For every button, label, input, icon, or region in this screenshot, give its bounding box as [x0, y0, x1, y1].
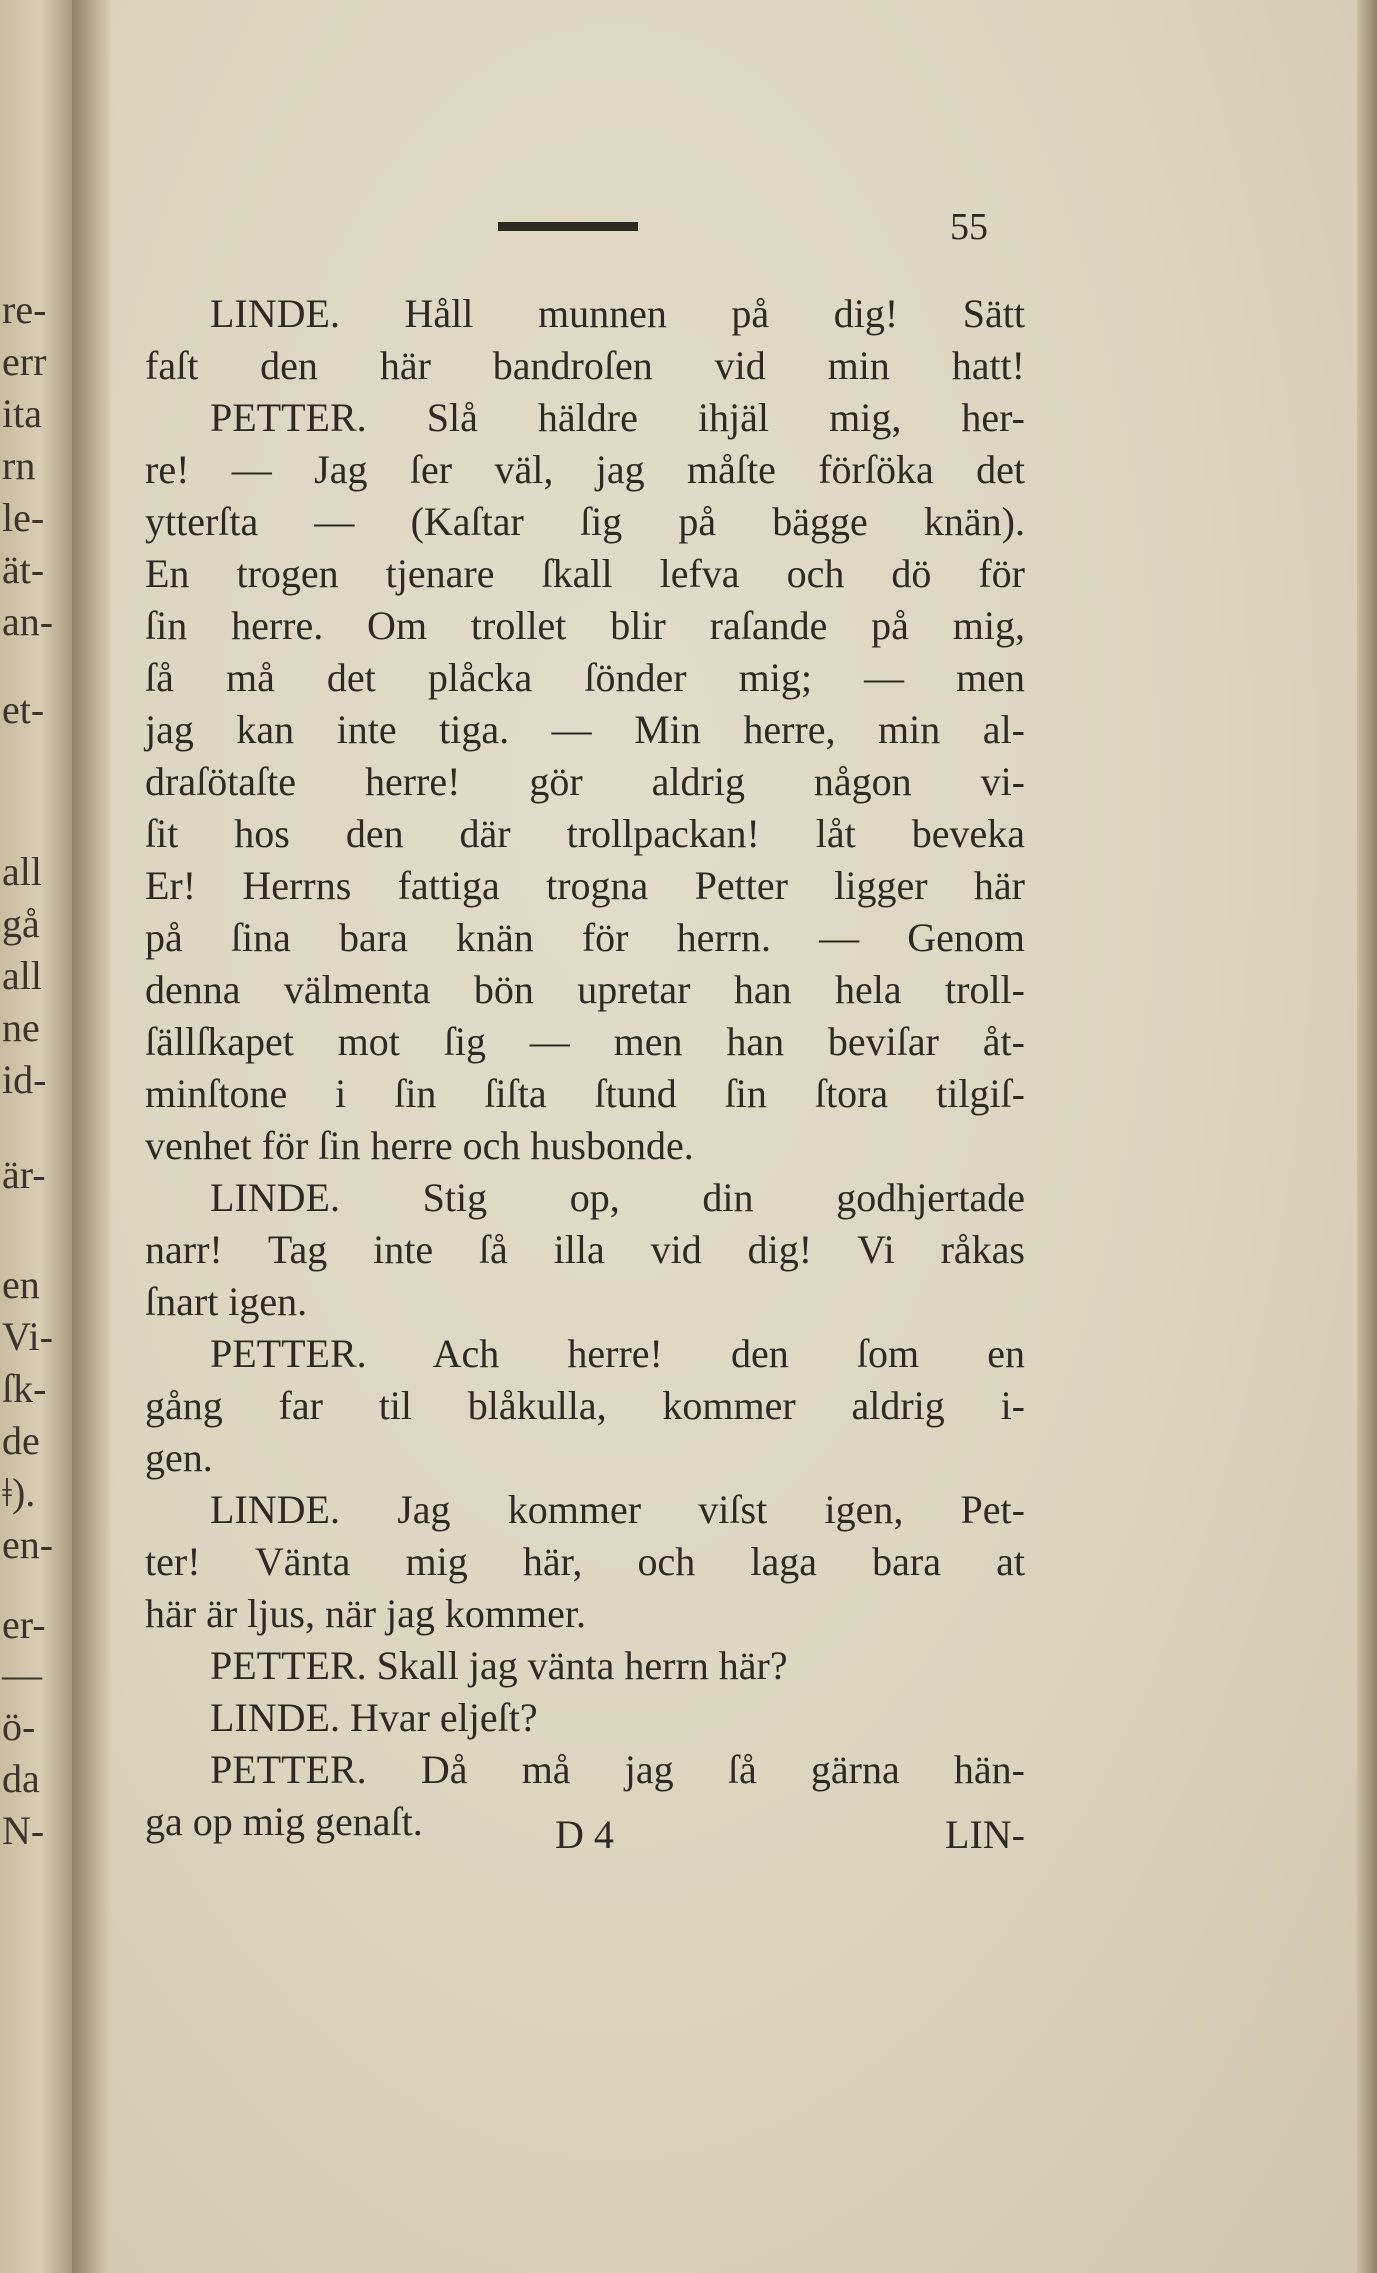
text-line: LINDE. Håll munnen på dig! Sätt: [210, 291, 1025, 336]
signature-mark: D 4: [555, 1812, 614, 1857]
body-text: [145, 288, 1025, 1848]
text-line: ſin herre. Om trollet blir raſande på mig,: [145, 603, 1025, 648]
margin-fragment: err: [2, 339, 47, 384]
margin-fragment: ǂ).: [2, 1470, 36, 1515]
text-line: ſällſkapet mot ſig — men han beviſar åt-: [145, 1019, 1025, 1064]
page-edge: [1357, 0, 1377, 2273]
text-line: på ſina bara knän för herrn. — Genom: [145, 915, 1025, 960]
margin-fragment: ita: [2, 391, 42, 436]
text-line: ſit hos den där trollpackan! låt beveka: [145, 811, 1025, 856]
margin-fragment: rn: [2, 443, 36, 488]
margin-fragment: ät-: [2, 547, 45, 592]
margin-fragment: le-: [2, 495, 45, 540]
text-line: ſnart igen.: [145, 1279, 308, 1324]
text-line: draſötaſte herre! gör aldrig någon vi-: [145, 759, 1025, 804]
text-line: ga op mig genaſt.: [145, 1799, 423, 1844]
text-line: här är ljus, när jag kommer.: [145, 1591, 586, 1636]
margin-fragment: de: [2, 1418, 40, 1463]
catchword: LIN-: [945, 1812, 1025, 1857]
book-gutter: [72, 0, 112, 2273]
text-line: venhet för ſin herre och husbonde.: [145, 1123, 694, 1168]
page-footer: [145, 1805, 1025, 1865]
text-line: PETTER. Ach herre! den ſom en: [210, 1331, 1025, 1376]
margin-fragment: —: [2, 1652, 42, 1697]
margin-fragment: Vi-: [2, 1314, 53, 1359]
header-rule: [498, 222, 638, 231]
text-line: minſtone i ſin ſiſta ſtund ſin ſtora tilgiſ-: [145, 1071, 1025, 1116]
text-line: PETTER. Skall jag vänta herrn här?: [210, 1643, 788, 1688]
margin-fragment: gå: [2, 901, 40, 946]
margin-fragment: N-: [2, 1808, 45, 1853]
text-line: LINDE. Jag kommer viſst igen, Pet-: [210, 1487, 1025, 1532]
margin-fragment: er-: [2, 1602, 46, 1647]
text-line: denna välmenta bön upretar han hela troll-: [145, 967, 1025, 1012]
margin-fragment: ö-: [2, 1704, 36, 1749]
margin-fragment: ne: [2, 1005, 40, 1050]
text-line: ſå må det plåcka ſönder mig; — men: [145, 655, 1025, 700]
text-line: ter! Vänta mig här, och laga bara at: [145, 1539, 1025, 1584]
margin-fragment: är-: [2, 1152, 46, 1197]
margin-fragment: all: [2, 953, 42, 998]
margin-fragment: et-: [2, 687, 45, 732]
text-line: gång far til blåkulla, kommer aldrig i-: [145, 1383, 1025, 1428]
margin-fragment: da: [2, 1756, 40, 1801]
page-number: 55: [950, 206, 988, 248]
margin-fragment: id-: [2, 1057, 47, 1102]
text-line: narr! Tag inte ſå illa vid dig! Vi råkas: [145, 1227, 1025, 1272]
text-line: gen.: [145, 1435, 213, 1480]
text-line: Er! Herrns fattiga trogna Petter ligger här: [145, 863, 1025, 908]
text-line: re! — Jag ſer väl, jag måſte förſöka det: [145, 447, 1025, 492]
text-line: faſt den här bandroſen vid min hatt!: [145, 343, 1025, 388]
margin-fragment: en: [2, 1262, 40, 1307]
margin-fragment: all: [2, 849, 42, 894]
margin-fragment: re-: [2, 287, 47, 332]
text-line: LINDE. Stig op, din godhjertade: [210, 1175, 1025, 1220]
text-line: En trogen tjenare ſkall lefva och dö för: [145, 551, 1025, 596]
left-page-edge: [0, 0, 72, 2273]
text-line: ytterſta — (Kaſtar ſig på bägge knän).: [145, 499, 1025, 544]
margin-fragment: ſk-: [2, 1366, 47, 1411]
text-line: PETTER. Slå häldre ihjäl mig, her-: [210, 395, 1025, 440]
text-line: LINDE. Hvar eljeſt?: [210, 1695, 538, 1740]
text-line: PETTER. Då må jag ſå gärna hän-: [210, 1747, 1025, 1792]
text-line: jag kan inte tiga. — Min herre, min al-: [145, 707, 1025, 752]
margin-fragment: en-: [2, 1522, 54, 1567]
margin-fragment: an-: [2, 599, 54, 644]
